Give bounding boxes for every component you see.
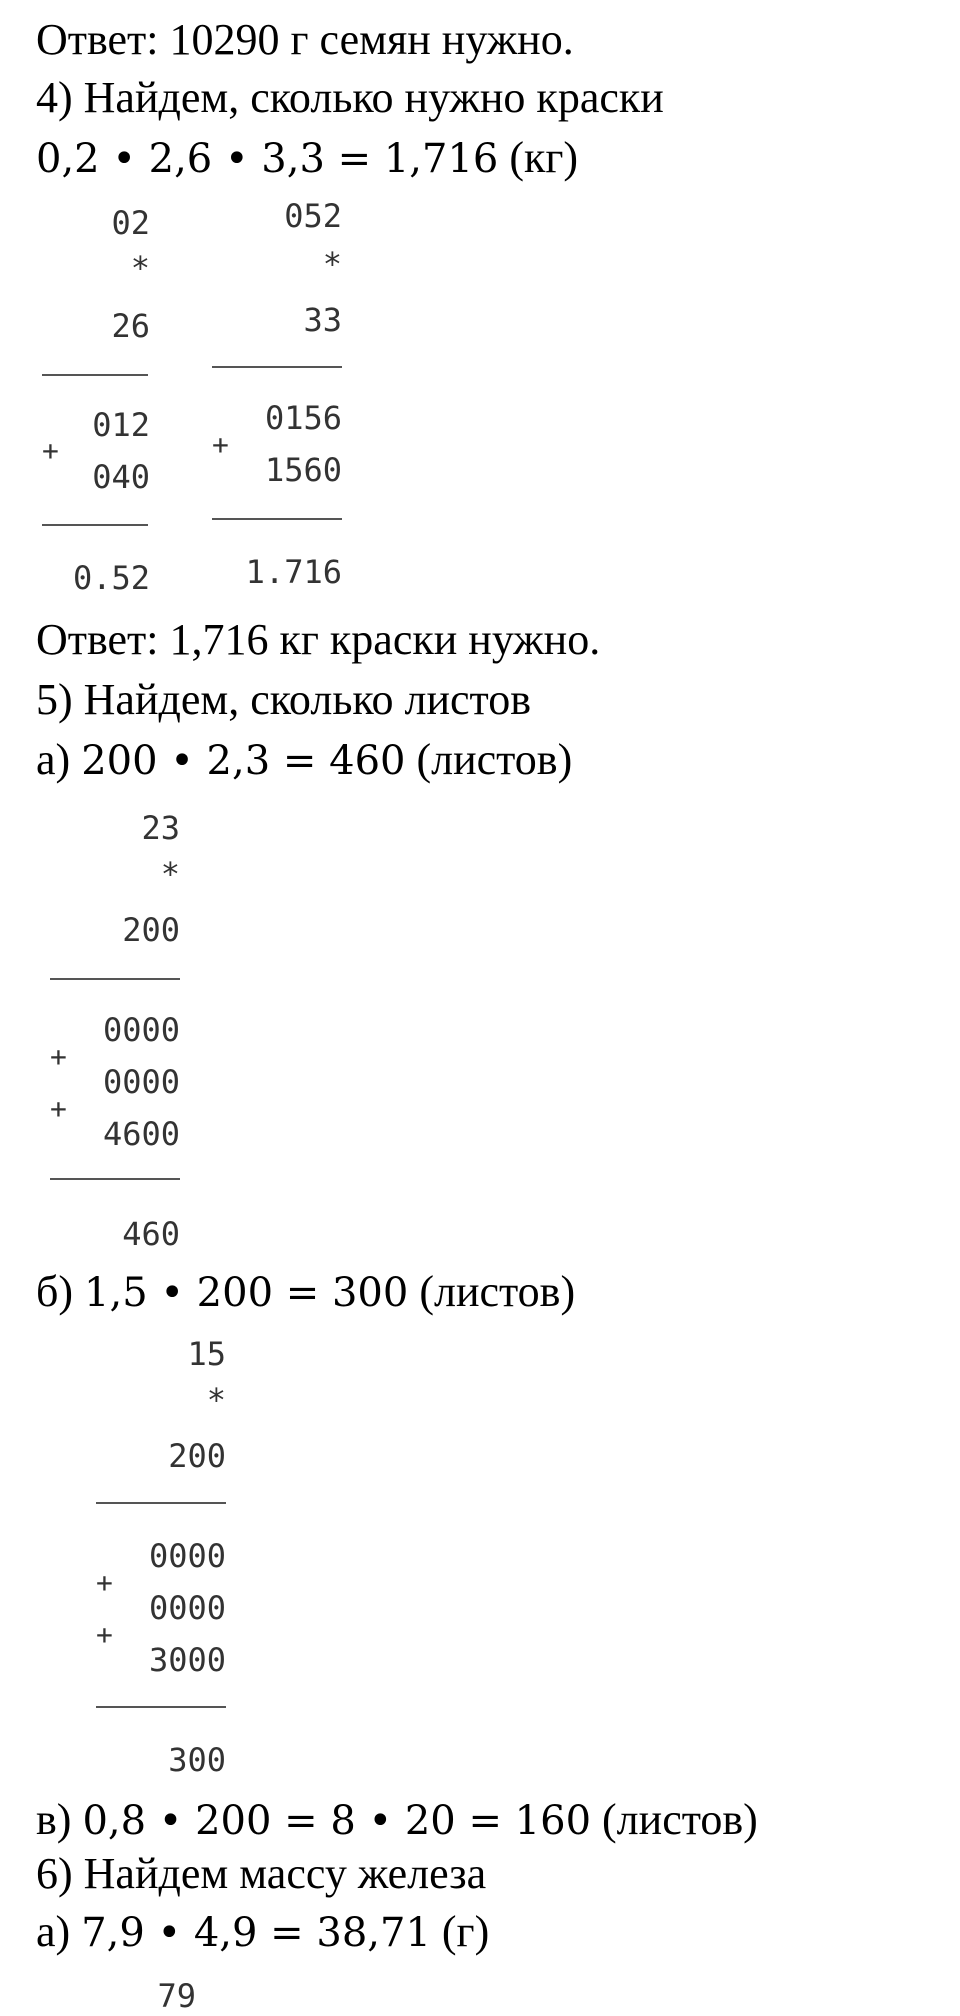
calc4-b: 200: [168, 1437, 226, 1475]
calc4-rule-2: [96, 1706, 226, 1708]
calc3-plus-2: +: [50, 1092, 67, 1125]
calc3-op: *: [160, 855, 180, 893]
calc4-result: 300: [168, 1741, 226, 1779]
calc4-partial-2: 0000: [148, 1589, 226, 1627]
calc5-a: 79: [157, 1977, 196, 2015]
calc1-b: 26: [111, 307, 150, 345]
calc2-result: 1.716: [245, 553, 342, 591]
sheets-b-math: 1,5 • 200 = 300: [84, 1270, 409, 1316]
answer-seeds: Ответ: 10290 г семян нужно.: [36, 15, 574, 64]
sheets-a-math: 200 • 2,3 = 460: [81, 738, 406, 784]
calc4-plus-1: +: [96, 1566, 113, 1599]
iron-a-equation: [36, 1904, 489, 1961]
calc4-plus-2: +: [96, 1618, 113, 1651]
calc2-rule-2: [212, 518, 342, 520]
sheets-a-prefix: а): [36, 735, 82, 784]
sheets-b-equation: [36, 1264, 575, 1321]
sheets-b-prefix: б): [36, 1267, 85, 1316]
calc4-rule-1: [96, 1502, 226, 1504]
calc2-b: 33: [303, 301, 342, 339]
sheets-c-math: 0,8 • 200 = 8 • 20 = 160: [82, 1798, 592, 1844]
iron-a-math: 7,9 • 4,9 = 38,71: [81, 1910, 431, 1956]
paint-equation: [36, 130, 578, 187]
paint-equation-unit: (кг): [498, 133, 579, 182]
calc2-partial-1: 0156: [264, 399, 342, 437]
calc3-a: 23: [141, 809, 180, 847]
sheets-c-prefix: в): [36, 1795, 83, 1844]
paint-equation-math: 0,2 • 2,6 • 3,3 = 1,716: [36, 136, 499, 182]
calc1-partial-2: 040: [92, 458, 150, 496]
step-5-heading: 5) Найдем, сколько листов: [36, 675, 531, 724]
calc1-rule-1: [42, 374, 148, 376]
calc4-a: 15: [187, 1335, 226, 1373]
calc1-result: 0.52: [72, 559, 150, 597]
calc1-op: *: [130, 249, 150, 287]
calc1-rule-2: [42, 524, 148, 526]
calc2-a: 052: [284, 197, 342, 235]
step-4-heading: 4) Найдем, сколько нужно краски: [36, 73, 664, 122]
calc2-partial-2: 1560: [264, 451, 342, 489]
calc4-partial-1: 0000: [148, 1537, 226, 1575]
calc2-plus-1: +: [212, 428, 229, 461]
calc1-a: 02: [111, 204, 150, 242]
calc2-op: *: [322, 245, 342, 283]
sheets-c-equation: [36, 1792, 758, 1849]
calc3-plus-1: +: [50, 1040, 67, 1073]
calc1-partial-1: 012: [92, 406, 150, 444]
iron-a-unit: (г): [430, 1907, 490, 1956]
step-6-heading: 6) Найдем массу железа: [36, 1849, 487, 1898]
calc3-partial-3: 4600: [102, 1115, 180, 1153]
calc4-partial-3: 3000: [148, 1641, 226, 1679]
calc3-partial-2: 0000: [102, 1063, 180, 1101]
iron-a-prefix: а): [36, 1907, 82, 1956]
calc3-rule-1: [50, 978, 180, 980]
calc3-rule-2: [50, 1178, 180, 1180]
calc1-plus-1: +: [42, 434, 59, 467]
sheets-b-unit: (листов): [408, 1267, 576, 1316]
calc4-op: *: [206, 1381, 226, 1419]
answer-paint: Ответ: 1,716 кг краски нужно.: [36, 615, 601, 664]
calc3-b: 200: [122, 911, 180, 949]
calc2-rule-1: [212, 366, 342, 368]
calc3-partial-1: 0000: [102, 1011, 180, 1049]
sheets-a-unit: (листов): [405, 735, 573, 784]
sheets-c-unit: (листов): [591, 1795, 758, 1844]
sheets-a-equation: [36, 732, 572, 789]
calc3-result: 460: [122, 1215, 180, 1253]
